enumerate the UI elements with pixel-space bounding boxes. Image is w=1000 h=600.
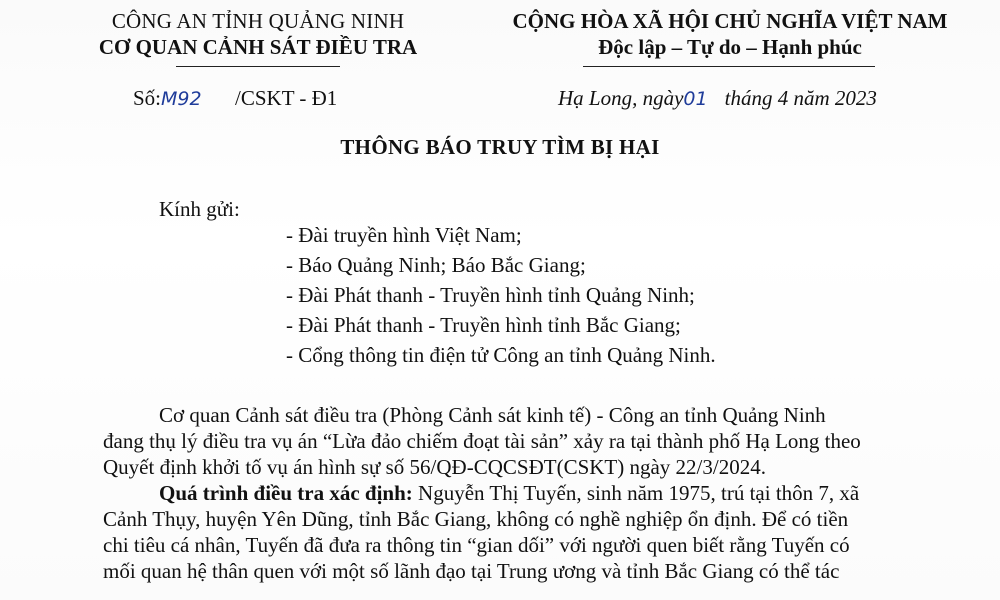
- date-prefix: Hạ Long, ngày: [558, 86, 684, 110]
- recipient-item: - Báo Quảng Ninh; Báo Bắc Giang;: [286, 253, 586, 277]
- agency-underline: [176, 66, 340, 67]
- investigation-heading: Quá trình điều tra xác định:: [159, 481, 413, 505]
- body-line: Cảnh Thụy, huyện Yên Dũng, tỉnh Bắc Giang, không có nghề nghiệp ổn định. Để có tiền: [103, 507, 849, 531]
- recipient-item: - Cổng thông tin điện tử Công an tỉnh Quảng Ninh.: [286, 343, 716, 367]
- body-line: chi tiêu cá nhân, Tuyến đã đưa ra thông tin “gian dối” với người quen biết rằng Tuyến có: [103, 533, 850, 557]
- recipients-label: Kính gửi:: [159, 197, 240, 221]
- document-number-prefix: Số:: [133, 86, 162, 110]
- document-title: THÔNG BÁO TRUY TÌM BỊ HẠI: [340, 135, 660, 159]
- paragraph-case-intro: [103, 402, 963, 480]
- body-line: [103, 480, 963, 506]
- document-body: [103, 402, 963, 584]
- recipient-item: - Đài truyền hình Việt Nam;: [286, 223, 522, 247]
- body-line: mối quan hệ thân quen với một số lãnh đạo tại Trung ương và tỉnh Bắc Giang có thể tác: [103, 559, 840, 583]
- body-line: Cơ quan Cảnh sát điều tra (Phòng Cảnh sát kinh tế) - Công an tỉnh Quảng Ninh: [159, 403, 826, 427]
- document-date: [558, 85, 877, 112]
- recipient-item: - Đài Phát thanh - Truyền hình tỉnh Quảng Ninh;: [286, 283, 695, 307]
- issuing-agency-block: [88, 8, 428, 60]
- paragraph-investigation: [103, 480, 963, 584]
- body-line: Quyết định khởi tố vụ án hình sự số 56/QĐ-CQCSĐT(CSKT) ngày 22/3/2024.: [103, 455, 766, 479]
- motto: Độc lập – Tự do – Hạnh phúc: [598, 35, 862, 59]
- document-number-handwritten: M92: [161, 88, 202, 110]
- body-line: đang thụ lý điều tra vụ án “Lừa đảo chiếm đoạt tài sản” xảy ra tại thành phố Hạ Long theo: [103, 429, 861, 453]
- motto-underline: [583, 66, 875, 67]
- date-suffix: tháng 4 năm 2023: [719, 86, 877, 110]
- country-name: CỘNG HÒA XÃ HỘI CHỦ NGHĨA VIỆT NAM: [512, 9, 948, 33]
- recipient-item: - Đài Phát thanh - Truyền hình tỉnh Bắc Giang;: [286, 313, 681, 337]
- recipients-list: [286, 220, 716, 370]
- document-number-suffix: /CSKT - Đ1: [235, 86, 338, 110]
- date-day-handwritten: 01: [683, 88, 708, 110]
- document-number: [133, 85, 337, 112]
- agency-parent-name: CÔNG AN TỈNH QUẢNG NINH: [111, 9, 405, 33]
- national-motto-block: [470, 8, 990, 60]
- body-line-rest: Nguyễn Thị Tuyến, sinh năm 1975, trú tại thôn 7, xã: [412, 481, 860, 505]
- agency-name: CƠ QUAN CẢNH SÁT ĐIỀU TRA: [98, 35, 418, 59]
